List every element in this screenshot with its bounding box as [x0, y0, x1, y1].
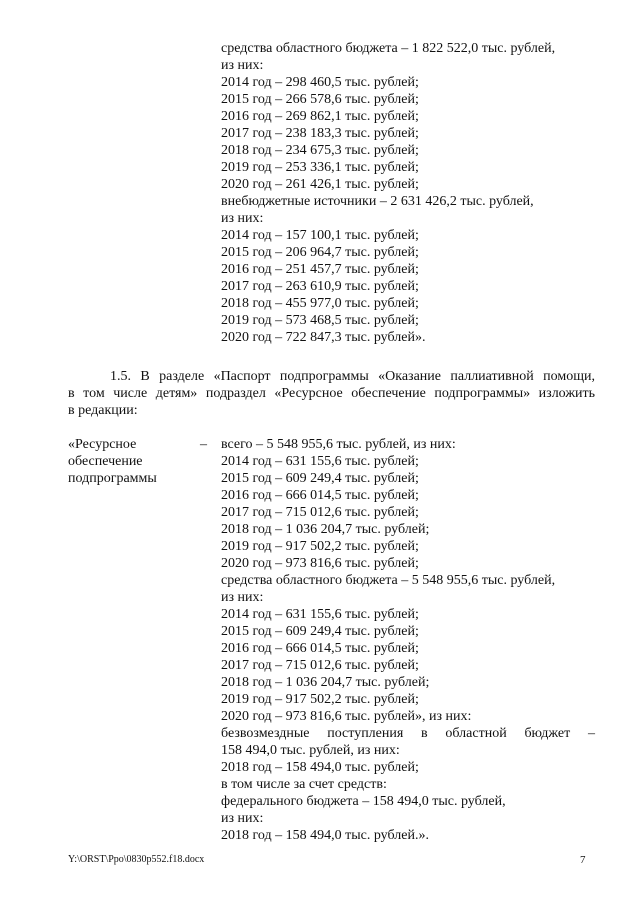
- label-line: обеспечение: [68, 454, 143, 469]
- text-line: из них:: [221, 211, 264, 226]
- page-number: 7: [580, 854, 586, 866]
- text-line: 2019 год – 917 502,2 тыс. рублей;: [221, 692, 419, 707]
- text-line: из них:: [221, 590, 264, 605]
- text-line: средства областного бюджета – 5 548 955,6 тыс. рублей,: [221, 573, 556, 588]
- text-line: средства областного бюджета – 1 822 522,0 тыс. рублей,: [221, 41, 556, 56]
- label-line: подпрограммы: [68, 471, 157, 486]
- text-line: 2017 год – 715 012,6 тыс. рублей;: [221, 658, 419, 673]
- text-line: федерального бюджета – 158 494,0 тыс. рублей,: [221, 794, 506, 809]
- text-line: 158 494,0 тыс. рублей, из них:: [221, 743, 400, 758]
- text-line: 2017 год – 263 610,9 тыс. рублей;: [221, 279, 419, 294]
- text-line: 2015 год – 266 578,6 тыс. рублей;: [221, 92, 419, 107]
- text-line: 2016 год – 666 014,5 тыс. рублей;: [221, 641, 419, 656]
- text-line: 2018 год – 158 494,0 тыс. рублей.».: [221, 828, 429, 843]
- text-line: 2015 год – 206 964,7 тыс. рублей;: [221, 245, 419, 260]
- text-line: 2018 год – 1 036 204,7 тыс. рублей;: [221, 522, 430, 537]
- text-line: 2017 год – 238 183,3 тыс. рублей;: [221, 126, 419, 141]
- text-line: из них:: [221, 58, 264, 73]
- text-line: 2017 год – 715 012,6 тыс. рублей;: [221, 505, 419, 520]
- text-line: 2019 год – 253 336,1 тыс. рублей;: [221, 160, 419, 175]
- text-line: 2016 год – 666 014,5 тыс. рублей;: [221, 488, 419, 503]
- text-line: 2020 год – 722 847,3 тыс. рублей».: [221, 330, 426, 345]
- text-line: всего – 5 548 955,6 тыс. рублей, из них:: [221, 437, 456, 452]
- text-line: 2020 год – 973 816,6 тыс. рублей», из них:: [221, 709, 472, 724]
- text-line: 2014 год – 631 155,6 тыс. рублей;: [221, 607, 419, 622]
- text-line: 2015 год – 609 249,4 тыс. рублей;: [221, 471, 419, 486]
- text-line: в том числе за счет средств:: [221, 777, 387, 792]
- text-line: из них:: [221, 811, 264, 826]
- footer-file-path: Y:\ORST\Ppo\0830p552.f18.docx: [68, 854, 205, 865]
- text-line: 2014 год – 631 155,6 тыс. рублей;: [221, 454, 419, 469]
- text-line: 2015 год – 609 249,4 тыс. рублей;: [221, 624, 419, 639]
- text-line: 2018 год – 158 494,0 тыс. рублей;: [221, 760, 419, 775]
- text-line: 2018 год – 234 675,3 тыс. рублей;: [221, 143, 419, 158]
- text-line: внебюджетные источники – 2 631 426,2 тыс. рублей,: [221, 194, 534, 209]
- text-line: 2014 год – 298 460,5 тыс. рублей;: [221, 75, 419, 90]
- text-line: 2016 год – 269 862,1 тыс. рублей;: [221, 109, 419, 124]
- text-line: 2016 год – 251 457,7 тыс. рублей;: [221, 262, 419, 277]
- paragraph-line: в редакции:: [68, 403, 138, 418]
- text-line: 2018 год – 1 036 204,7 тыс. рублей;: [221, 675, 430, 690]
- text-line: 2020 год – 973 816,6 тыс. рублей;: [221, 556, 419, 571]
- text-line: 2019 год – 573 468,5 тыс. рублей;: [221, 313, 419, 328]
- text-line: 2014 год – 157 100,1 тыс. рублей;: [221, 228, 419, 243]
- label-line: «Ресурсное: [68, 437, 137, 452]
- text-line: безвозмездные поступления в областной бюджет –: [221, 726, 595, 741]
- text-line: 2019 год – 917 502,2 тыс. рублей;: [221, 539, 419, 554]
- text-line: 2018 год – 455 977,0 тыс. рублей;: [221, 296, 419, 311]
- paragraph-line: в том числе детям» подраздел «Ресурсное обеспечение подпрограммы» изложить: [68, 386, 595, 401]
- paragraph-line: 1.5. В разделе «Паспорт подпрограммы «Оказание паллиативной помощи,: [110, 369, 595, 384]
- text-line: 2020 год – 261 426,1 тыс. рублей;: [221, 177, 419, 192]
- label-dash: –: [200, 437, 207, 452]
